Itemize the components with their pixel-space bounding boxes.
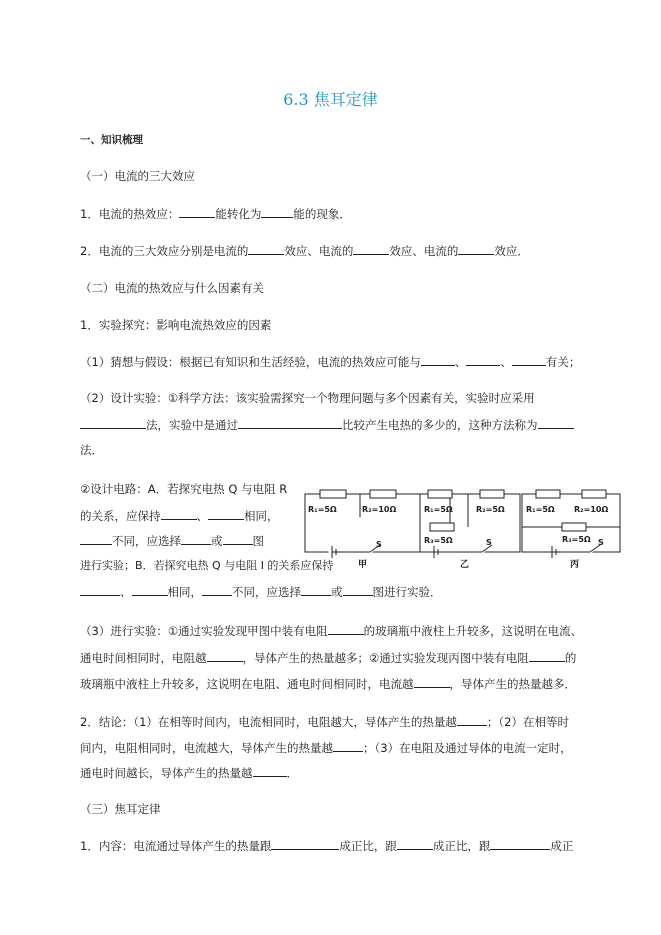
answer-blank[interactable] — [202, 583, 232, 596]
part3-heading: （三）焦耳定律 — [80, 802, 161, 816]
experiment-line3: 玻璃瓶中液柱上升较多，这说明在电阻、通电时间相同时，电流越 ，导体产生的热量越多． — [80, 677, 576, 691]
circuit-diagrams — [300, 487, 625, 572]
answer-blank[interactable] — [179, 205, 215, 218]
circuit-text-5: 、 相同， 不同，应选择 或 图进行实验． — [80, 583, 442, 600]
answer-blank[interactable] — [207, 649, 243, 662]
answer-blank[interactable] — [538, 416, 574, 429]
circuit-text-1: ②设计电路：A．若探究电热 Q 与电阻 R — [80, 482, 288, 496]
answer-blank[interactable] — [132, 583, 168, 596]
answer-blank[interactable] — [248, 242, 284, 255]
resistor-label: R₂=10Ω — [362, 505, 397, 514]
answer-blank[interactable] — [466, 353, 500, 366]
circuit-bing — [522, 490, 620, 558]
answer-blank[interactable] — [80, 583, 120, 596]
answer-blank[interactable] — [181, 532, 211, 545]
hypothesis-line: （1）猜想与假设：根据已有知识和生活经验，电流的热效应可能与 、 、 有关； — [80, 355, 581, 369]
joule-law-line1: 1．内容：电流通过导体产生的热量跟 成正比，跟 成正比，跟 成正 — [80, 839, 574, 853]
answer-blank[interactable] — [421, 353, 455, 366]
resistor-label: R₁=5Ω — [424, 505, 453, 514]
resistor-label: R₁=5Ω — [308, 505, 337, 514]
circuit-text-4: 进行实验；B．若探究电热 Q 与电阻 I 的关系应保持 — [80, 559, 334, 572]
resistor-icon — [562, 523, 586, 531]
experiment-line2: 通电时间相同时，电阻越 ，导体产生的热量越多；②通过实验发现丙图中装有电阻 的 — [80, 651, 577, 665]
resistor-icon — [480, 490, 504, 498]
switch-label: S — [376, 540, 382, 549]
resistor-icon — [536, 490, 560, 498]
answer-blank[interactable] — [161, 507, 197, 520]
resistor-label: R₁=5Ω — [526, 505, 555, 514]
answer-blank[interactable] — [253, 764, 287, 777]
answer-blank[interactable] — [301, 583, 331, 596]
figure-label: 甲 — [358, 560, 368, 570]
figure-label: 乙 — [460, 560, 470, 570]
answer-blank[interactable] — [490, 837, 550, 850]
design-line1: （2）设计实验：①科学方法：该实验需探究一个物理问题与多个因素有关，实验时应采用 — [80, 391, 535, 405]
part2-heading: （二）电流的热效应与什么因素有关 — [80, 281, 264, 295]
resistor-icon — [320, 490, 346, 498]
answer-blank[interactable] — [512, 353, 546, 366]
figure-label: 丙 — [570, 560, 580, 570]
answer-blank[interactable] — [261, 205, 293, 218]
circuit-jia — [305, 490, 420, 558]
design-line3: 法． — [80, 443, 103, 457]
part1-line2: 2．电流的三大效应分别是电流的 效应、电流的 效应、电流的 效应． — [80, 244, 529, 258]
conclusion-line2: 间内，电阻相同时，电流越大，导体产生的热量越 ；（3）在电阻及通过导体的电流一定时， — [80, 741, 572, 755]
answer-blank[interactable] — [397, 837, 433, 850]
answer-blank[interactable] — [414, 675, 450, 688]
answer-blank[interactable] — [457, 713, 487, 726]
part1-line1: 1．电流的热效应： 能转化为 能的现象． — [80, 207, 351, 221]
resistor-label: R₂=5Ω — [476, 505, 505, 514]
switch-label: S — [598, 538, 604, 547]
circuit-text-2: 的关系，应保持 、 相同， — [80, 509, 279, 523]
resistor-label: R₃=5Ω — [424, 536, 453, 545]
answer-blank[interactable] — [208, 507, 244, 520]
answer-blank[interactable] — [80, 416, 146, 429]
resistor-icon — [582, 490, 606, 498]
switch-label: S — [486, 538, 492, 547]
answer-blank[interactable] — [529, 649, 565, 662]
design-line2: 法，实验中是通过 比较产生电热的多少的，这种方法称为 — [80, 416, 574, 433]
answer-blank[interactable] — [328, 622, 364, 635]
circuit-yi — [420, 490, 520, 558]
part1-heading: （一）电流的三大效应 — [80, 169, 195, 183]
resistor-label: R₃=5Ω — [562, 535, 591, 544]
experiment-line1: （3）进行实验：①通过实验发现甲图中装有电阻 的玻璃瓶中液柱上升较多，这说明在电流、 — [80, 624, 583, 638]
answer-blank[interactable] — [223, 532, 253, 545]
resistor-icon — [370, 490, 396, 498]
answer-blank[interactable] — [343, 583, 373, 596]
answer-blank[interactable] — [80, 532, 112, 545]
circuit-text-3: 不同，应选择 或 图 — [80, 532, 264, 549]
conclusion-line1: 2．结论：（1）在相等时间内，电流相同时，电阻越大，导体产生的热量越 ；（2）在相等时 — [80, 715, 569, 729]
resistor-label: R₂=10Ω — [574, 505, 609, 514]
conclusion-line3: 通电时间越长，导体产生的热量越 ． — [80, 766, 298, 780]
section-heading: 一、知识梳理 — [80, 134, 143, 146]
answer-blank[interactable] — [333, 739, 363, 752]
answer-blank[interactable] — [353, 242, 389, 255]
answer-blank[interactable] — [458, 242, 494, 255]
experiment-title: 1．实验探究：影响电流热效应的因素 — [80, 318, 272, 332]
answer-blank[interactable] — [271, 837, 339, 850]
answer-blank[interactable] — [238, 416, 342, 429]
page-title: 6.3 焦耳定律 — [283, 90, 378, 109]
resistor-icon — [430, 523, 454, 531]
resistor-icon — [428, 490, 452, 498]
